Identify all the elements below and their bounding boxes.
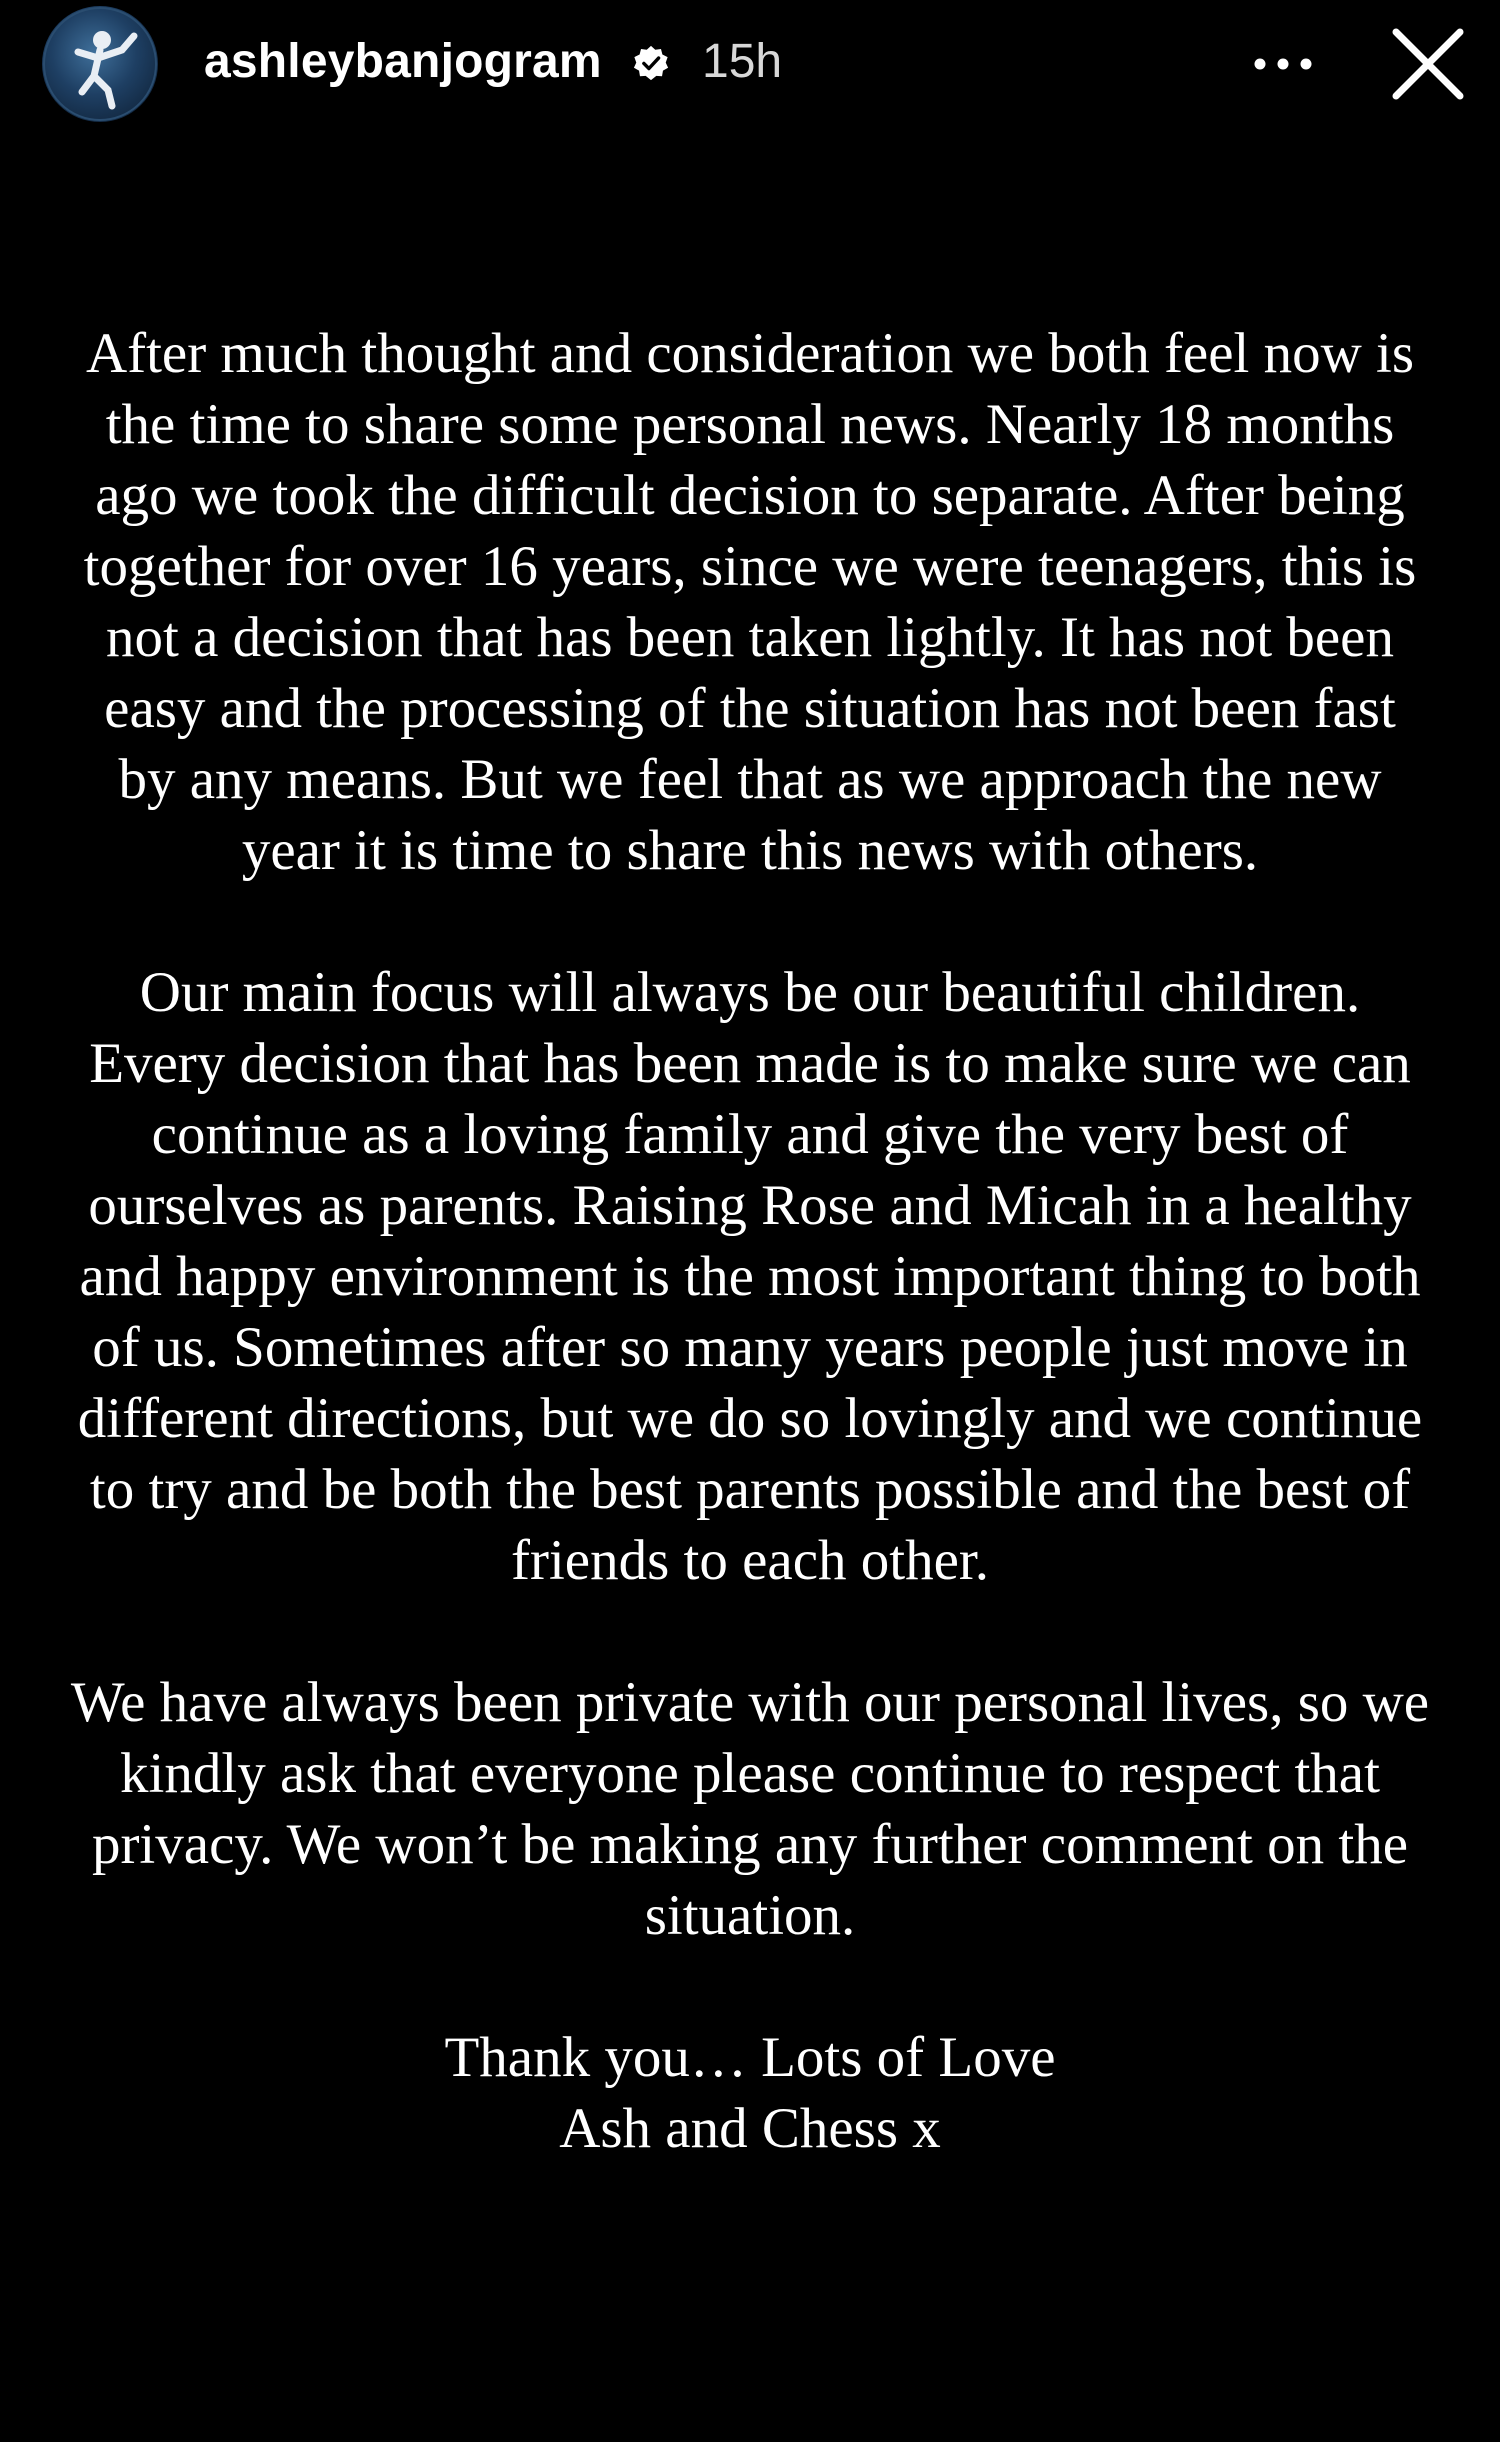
verified-badge-icon [632, 44, 670, 82]
more-options-icon [1250, 54, 1316, 74]
post-timestamp: 15h [702, 35, 783, 88]
close-icon [1388, 24, 1468, 104]
more-options-button[interactable] [1250, 36, 1316, 92]
username[interactable]: ashleybanjogram [204, 35, 602, 88]
message-signoff-line-1: Thank you… Lots of Love [444, 2026, 1056, 2089]
message-paragraph-2: Our main focus will always be our beautiful children. Every decision that has been made is to make sure we can continue as a loving family and give the very best of ourselves as parents. Raising Rose and Micah in a healthy and happy environment is the most important thing to both of us. Sometimes after so many years people just move in different directions, but we do so lovingly and we continue to try and be both the best parents possible and the best of friends to each other. [77, 961, 1423, 1592]
story-message [70, 318, 1430, 2164]
story-header [0, 0, 1500, 130]
message-signoff-line-2: Ash and Chess x [559, 2097, 941, 2160]
avatar-image [42, 6, 158, 122]
message-paragraph-1: After much thought and consideration we both feel now is the time to share some personal news. Nearly 18 months ago we took the difficult decision to separate. After being together for over 16 years, since we were teenagers, this is not a decision that has been taken lightly. It has not been easy and the processing of the situation has not been fast by any means. But we feel that as we approach the new year it is time to share this news with others. [83, 322, 1417, 882]
avatar[interactable] [42, 6, 158, 122]
message-paragraph-3: We have always been private with our personal lives, so we kindly ask that everyone please continue to respect that privacy. We won’t be making any further comment on the situation. [70, 1671, 1430, 1947]
close-button[interactable] [1388, 24, 1468, 104]
